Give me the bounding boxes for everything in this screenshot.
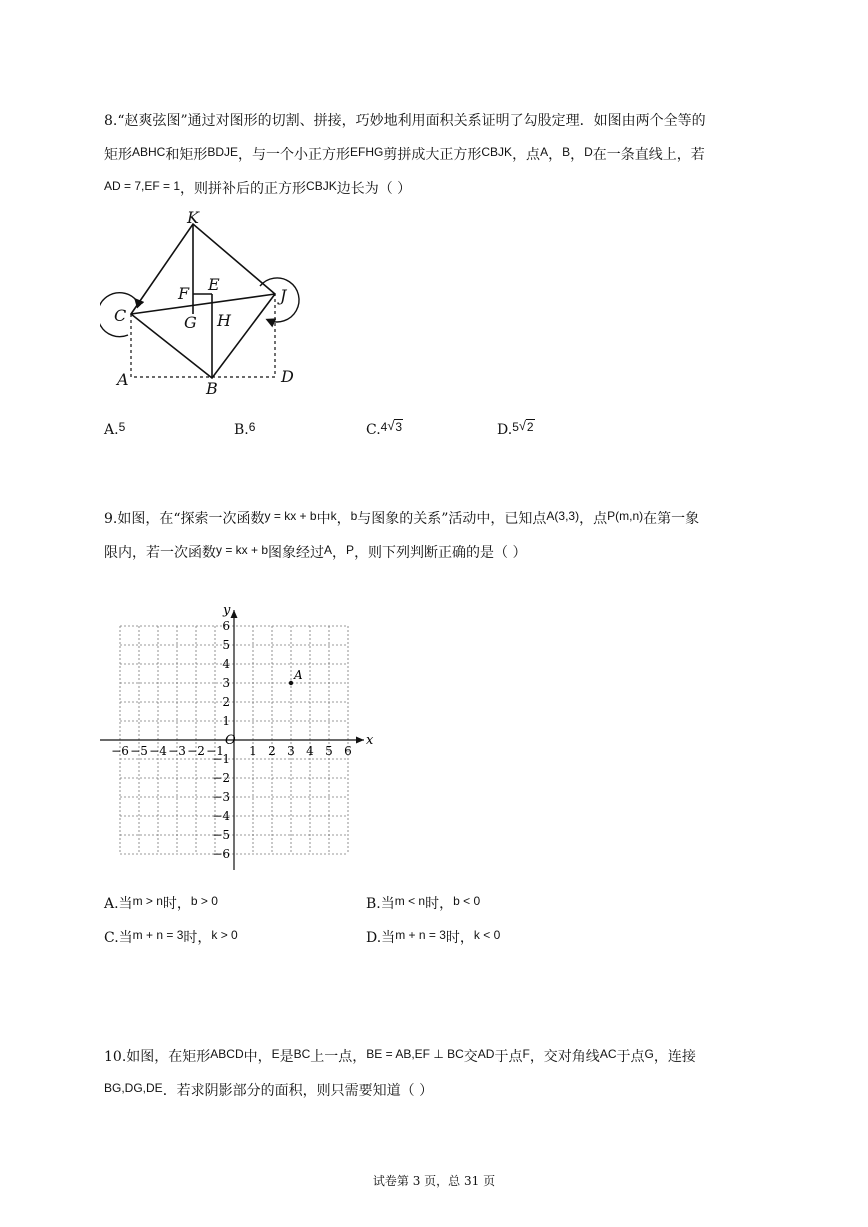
point-a-label: A — [294, 668, 303, 682]
y-tick-label: 3 — [222, 676, 230, 690]
q9-math: P(m,n) — [607, 509, 644, 523]
big-square-cbjk — [131, 224, 275, 378]
option-letter: C.当 — [104, 930, 133, 946]
y-axis-arrow — [231, 610, 238, 618]
option-letter: B.当 — [366, 896, 395, 912]
option-coef: 5 — [512, 420, 519, 434]
question-8 — [104, 104, 764, 206]
label-e: E — [208, 275, 220, 294]
q10-text: 如图，在矩形 — [126, 1049, 211, 1065]
option-coef: 4 — [380, 420, 388, 434]
q10-line-2 — [104, 1074, 764, 1108]
q10-text: ，交对角线 — [529, 1049, 600, 1065]
option-text: 时， — [425, 896, 454, 912]
y-tick-label: −1 — [212, 752, 230, 766]
y-tick-label: −6 — [212, 847, 230, 861]
q9-text: 图象经过 — [268, 545, 325, 561]
q9-option-c[interactable] — [104, 927, 238, 947]
question-10 — [104, 1040, 764, 1108]
q10-math: ABCD — [210, 1047, 244, 1061]
q10-math: F — [522, 1047, 530, 1061]
q10-text: ，连接 — [653, 1049, 696, 1065]
option-letter: D.当 — [366, 930, 396, 946]
y-tick-label: −5 — [212, 828, 230, 842]
q10-text: 上一点， — [310, 1049, 367, 1065]
q9-text: 如图，在“探索一次函数 — [117, 511, 265, 527]
q8-text: 剪拼成大正方形 — [383, 147, 482, 163]
q9-option-a[interactable] — [104, 893, 218, 913]
label-k: K — [187, 210, 199, 227]
x-tick-label: 6 — [344, 744, 352, 758]
q9-line-2 — [104, 536, 764, 570]
q8-text: ， — [570, 147, 585, 163]
q9-option-d[interactable] — [366, 927, 500, 947]
q8-text: 在一条直线上，若 — [592, 147, 705, 163]
x-tick-label: 1 — [249, 744, 257, 758]
q10-math: G — [644, 1047, 654, 1061]
option-value: 6 — [248, 420, 256, 434]
q8-number: 8. — [104, 113, 118, 129]
q9-math: A — [324, 543, 333, 557]
q8-math: ABHC — [132, 145, 166, 159]
x-axis-label: x — [366, 733, 374, 748]
option-letter: A.当 — [104, 896, 133, 912]
y-tick-label: 5 — [222, 638, 230, 652]
x-axis-arrow — [356, 737, 364, 744]
q10-text: 于点 — [494, 1049, 523, 1065]
option-cond: m + n = 3 — [395, 928, 446, 942]
label-b: B — [206, 379, 218, 398]
option-text: 时， — [183, 930, 212, 946]
q8-option-a[interactable] — [104, 422, 125, 438]
option-radicand: 2 — [526, 420, 534, 434]
option-result: b > 0 — [190, 894, 218, 908]
q8-text: “赵爽弦图”通过对图形的切割、拼接，巧妙地利用面积关系证明了勾股定理．如图由两个全等的 — [117, 113, 706, 129]
q10-math: E — [271, 1047, 280, 1061]
label-c: C — [114, 306, 127, 325]
q10-line-1 — [104, 1040, 764, 1074]
q8-text: 和矩形 — [165, 147, 208, 163]
q10-number: 10. — [104, 1049, 127, 1065]
q9-math: y = kx + b — [264, 509, 317, 523]
q8-figure — [100, 210, 320, 400]
q10-math: BE = AB,EF ⊥ BC — [366, 1047, 464, 1061]
option-letter: D. — [497, 422, 513, 438]
y-tick-label: 2 — [222, 695, 230, 709]
x-tick-label: −1 — [206, 744, 224, 758]
q8-math: CBJK — [306, 179, 337, 193]
q9-text: ，点 — [579, 511, 608, 527]
y-tick-label: −2 — [212, 771, 230, 785]
label-a: A — [117, 370, 129, 389]
q8-math: CBJK — [481, 145, 513, 159]
q9-math: A(3,3) — [546, 509, 580, 523]
option-letter: C. — [366, 422, 381, 438]
label-f: F — [178, 284, 190, 303]
x-tick-label: −5 — [130, 744, 148, 758]
q8-option-b[interactable] — [234, 422, 255, 438]
q8-text: ，与一个小正方形 — [238, 147, 351, 163]
label-d: D — [281, 367, 294, 386]
q8-text: 矩形 — [104, 147, 132, 163]
y-tick-label: 4 — [222, 657, 230, 671]
q10-text: 中， — [243, 1049, 272, 1065]
y-tick-label: 1 — [222, 714, 230, 728]
q8-math: B — [562, 145, 571, 159]
point-a — [289, 681, 293, 685]
option-result: b < 0 — [453, 894, 481, 908]
sqrt-symbol: √ 2 — [518, 418, 534, 434]
q8-text: ，点 — [512, 147, 541, 163]
q8-text: ， — [548, 147, 563, 163]
segment-cj — [131, 294, 275, 314]
q8-option-d[interactable] — [497, 418, 535, 438]
y-axis-label: y — [223, 603, 231, 618]
option-text: 时， — [162, 896, 191, 912]
option-value: 5 — [118, 420, 126, 434]
q9-text: ， — [332, 545, 347, 561]
label-h: H — [217, 311, 231, 330]
sqrt-symbol: √ 3 — [387, 418, 403, 434]
q9-text: ，则下列判断正确的是（ ） — [354, 545, 527, 561]
y-tick-label: −3 — [212, 790, 230, 804]
option-cond: m + n = 3 — [132, 928, 184, 942]
q8-line-1 — [104, 104, 764, 138]
q9-text: 中 — [316, 511, 331, 527]
q9-option-b[interactable] — [366, 893, 480, 913]
x-tick-label: −4 — [149, 744, 167, 758]
q9-number: 9. — [104, 511, 118, 527]
q10-math: BC — [293, 1047, 311, 1061]
q8-text: ，则拼补后的正方形 — [180, 181, 307, 197]
option-result: k > 0 — [211, 928, 238, 942]
option-cond: m < n — [394, 894, 426, 908]
x-tick-label: 3 — [287, 744, 295, 758]
q9-coordinate-grid — [98, 590, 388, 870]
q8-option-c[interactable] — [366, 418, 403, 438]
q9-text: 在第一象 — [643, 511, 700, 527]
q8-math: AD = 7,EF = 1 — [104, 179, 181, 193]
q10-text: 是 — [279, 1049, 294, 1065]
q9-text: 与图象的关系”活动中，已知点 — [357, 511, 547, 527]
q8-math: A — [540, 145, 549, 159]
q8-math: BDJE — [207, 145, 239, 159]
q8-line-3 — [104, 172, 764, 206]
q8-text: 边长为（ ） — [336, 181, 412, 197]
q10-text: 于点 — [616, 1049, 645, 1065]
q8-math: EFHG — [350, 145, 384, 159]
option-text: 时， — [445, 930, 474, 946]
q9-text: ， — [336, 511, 351, 527]
y-tick-label: 6 — [222, 619, 230, 633]
q8-math: D — [584, 145, 593, 159]
label-j: J — [280, 286, 287, 305]
x-tick-label: −3 — [168, 744, 186, 758]
x-tick-label: 4 — [306, 744, 314, 758]
page-footer: 试卷第 3 页，总 31 页 — [372, 1174, 496, 1188]
x-tick-label: −2 — [187, 744, 205, 758]
x-tick-label: 2 — [268, 744, 276, 758]
dashed-cad — [131, 294, 275, 377]
option-letter: A. — [104, 422, 119, 438]
q9-math: y = kx + b — [216, 543, 269, 557]
q9-math: k — [330, 509, 337, 523]
q10-math: AC — [599, 1047, 617, 1061]
x-tick-label: −6 — [111, 744, 129, 758]
q9-text: 限内，若一次函数 — [104, 545, 216, 561]
q10-math: AD — [477, 1047, 495, 1061]
origin-label: O — [225, 733, 236, 748]
q9-math: P — [346, 543, 355, 557]
q10-text: ．若求阴影部分的面积，则只需要知道（ ） — [162, 1083, 434, 1099]
q8-line-2 — [104, 138, 764, 172]
q9-line-1 — [104, 502, 764, 536]
q10-math: BG,DG,DE — [104, 1081, 163, 1095]
option-cond: m > n — [132, 894, 163, 908]
y-tick-label: −4 — [212, 809, 230, 823]
option-radicand: 3 — [395, 420, 403, 434]
q9-math: b — [350, 509, 358, 523]
option-letter: B. — [234, 422, 249, 438]
label-g: G — [184, 313, 197, 332]
x-tick-label: 5 — [325, 744, 333, 758]
option-result: k < 0 — [473, 928, 501, 942]
question-9 — [104, 502, 764, 570]
q10-text: 交 — [463, 1049, 478, 1065]
